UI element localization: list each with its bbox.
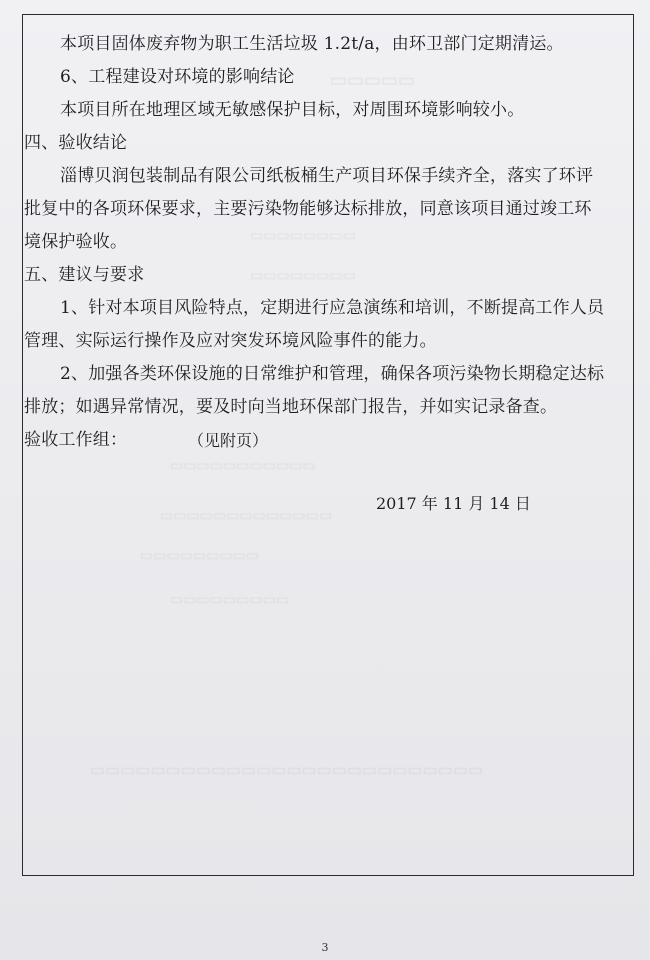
attachment-note: （见附页） <box>188 431 269 450</box>
reverse-side-bleed: ▭▭▭▭▭▭▭▭ <box>250 268 356 284</box>
section-heading: 五、建议与要求 <box>24 265 145 285</box>
text-line: 2、加强各类环保设施的日常维护和管理，确保各项污染物长期稳定达标 <box>60 364 605 384</box>
text-line: 境保护验收。 <box>24 232 128 252</box>
reverse-side-bleed: ▭▭▭▭▭▭▭▭▭▭▭▭▭▭▭▭▭▭▭▭▭▭▭▭▭▭ <box>90 760 484 779</box>
document-date: 2017 年 11 月 14 日 <box>376 494 531 513</box>
text-line: 本项目所在地理区域无敏感保护目标，对周围环境影响较小。 <box>60 100 525 120</box>
text-line: 批复中的各项环保要求，主要污染物能够达标排放，同意该项目通过竣工环 <box>24 199 592 219</box>
reverse-side-bleed: ▭▭▭▭▭▭▭▭▭ <box>170 592 290 608</box>
text-line: 6、工程建设对环境的影响结论 <box>60 67 295 87</box>
reverse-side-bleed: ▭▭▭▭▭▭▭▭▭▭▭▭▭ <box>160 508 332 524</box>
reverse-side-bleed: ▭▭▭▭▭▭▭▭▭▭▭ <box>170 458 316 474</box>
reverse-side-bleed: ▭▭▭▭▭ <box>330 70 416 91</box>
text-line: 管理、实际运行操作及应对突发环境风险事件的能力。 <box>24 331 437 351</box>
text-line: 1、针对本项目风险特点，定期进行应急演练和培训，不断提高工作人员 <box>60 298 605 318</box>
reverse-side-bleed: ▭▭▭▭▭▭▭▭▭ <box>140 548 260 564</box>
section-heading: 四、验收结论 <box>24 133 128 153</box>
page-number: 3 <box>321 941 329 954</box>
reverse-side-bleed: ▭▭▭▭▭▭▭▭ <box>250 228 356 244</box>
work-group-label: 验收工作组： <box>24 430 128 450</box>
text-line: 本项目固体废弃物为职工生活垃圾 1.2t/a，由环卫部门定期清运。 <box>60 34 564 54</box>
text-line: 排放；如遇异常情况，要及时向当地环保部门报告，并如实记录备查。 <box>24 397 558 417</box>
text-line: 淄博贝润包装制品有限公司纸板桶生产项目环保手续齐全，落实了环评 <box>60 166 594 186</box>
